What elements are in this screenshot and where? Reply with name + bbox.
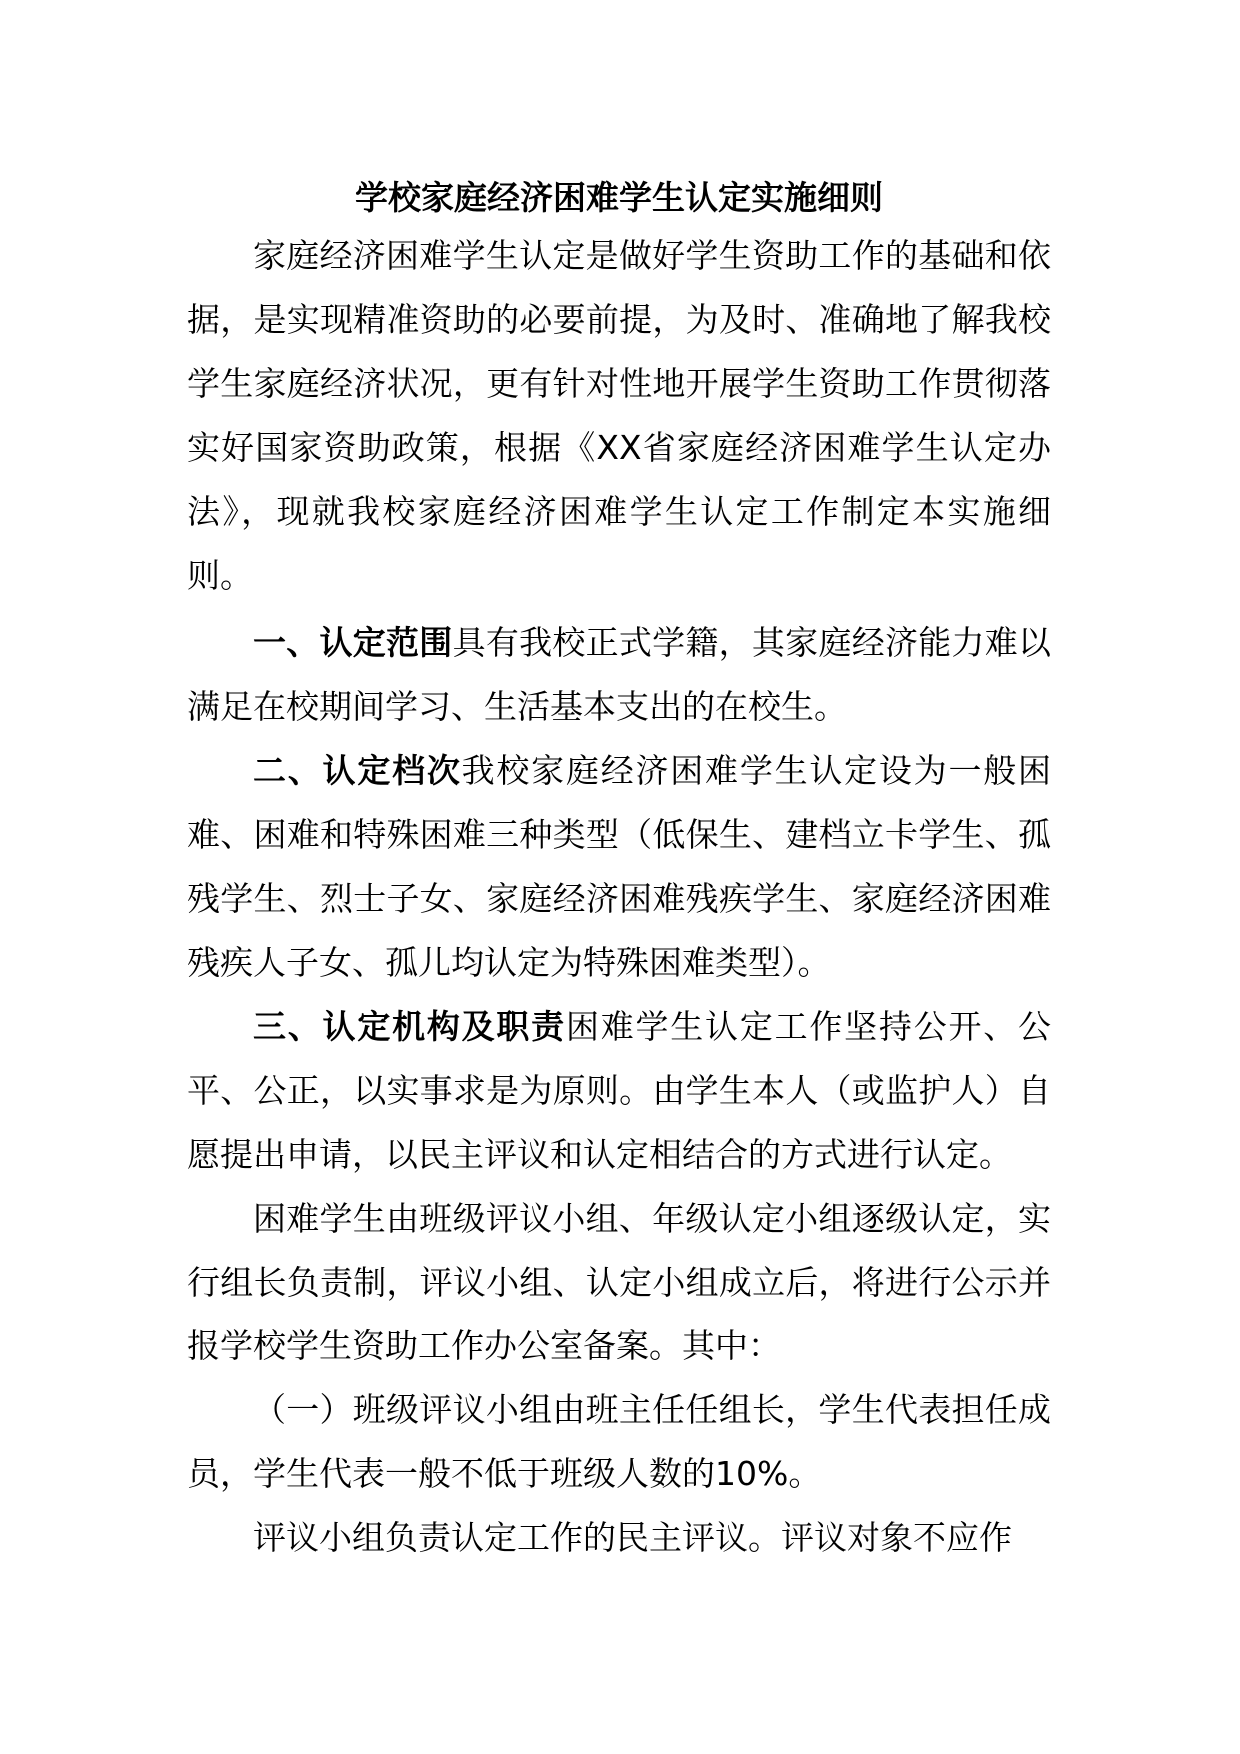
body-paragraph (187, 1378, 1051, 1506)
document-title: 学校家庭经济困难学生认定实施细则 (355, 178, 883, 217)
section-level-paragraph (187, 739, 1051, 995)
section-organization-paragraph (187, 995, 1051, 1187)
paragraph-text: （一）班级评议小组由班主任任组长，学生代表担任成员，学生代表一般不低于班级人数的10%。 (187, 1390, 1051, 1494)
section-scope-paragraph (187, 611, 1051, 739)
section-heading: 一、认定范围 (253, 623, 453, 663)
body-paragraph (187, 1506, 1051, 1570)
paragraph-text: 评议小组负责认定工作的民主评议。评议对象不应作 (253, 1518, 1012, 1558)
paragraph-text: 具有我校正式学籍，其家庭经济能力难以满足在校期间学习、生活基本支出的在校生。 (187, 623, 1052, 727)
intro-paragraph (187, 224, 1051, 607)
section-heading: 二、认定档次 (253, 751, 462, 791)
section-heading: 三、认定机构及职责 (253, 1006, 566, 1046)
body-paragraph (187, 1187, 1051, 1379)
paragraph-text: 我校家庭经济困难学生认定设为一般困难、困难和特殊困难三种类型（低保生、建档立卡学生、孤残学生、烈士子女、家庭经济困难残疾学生、家庭经济困难残疾人子女、孤儿均认定为特殊困难类型）。 (187, 751, 1052, 982)
paragraph-text: 困难学生认定工作坚持公开、公平、公正，以实事求是为原则。由学生本人（或监护人）自愿提出申请，以民主评议和认定相结合的方式进行认定。 (187, 1006, 1052, 1174)
document-body (187, 172, 1051, 1570)
paragraph-text: 家庭经济困难学生认定是做好学生资助工作的基础和依据，是实现精准资助的必要前提，为及时、准确地了解我校学生家庭经济状况，更有针对性地开展学生资助工作贯彻落实好国家资助政策，根据《XX省家庭经济困难学生认定办法》，现就我校家庭经济困难学生认定工作制定本实施细则。 (187, 236, 1051, 595)
paragraph-text: 困难学生由班级评议小组、年级认定小组逐级认定，实行组长负责制，评议小组、认定小组成立后，将进行公示并报学校学生资助工作办公室备案。其中： (187, 1198, 1051, 1366)
